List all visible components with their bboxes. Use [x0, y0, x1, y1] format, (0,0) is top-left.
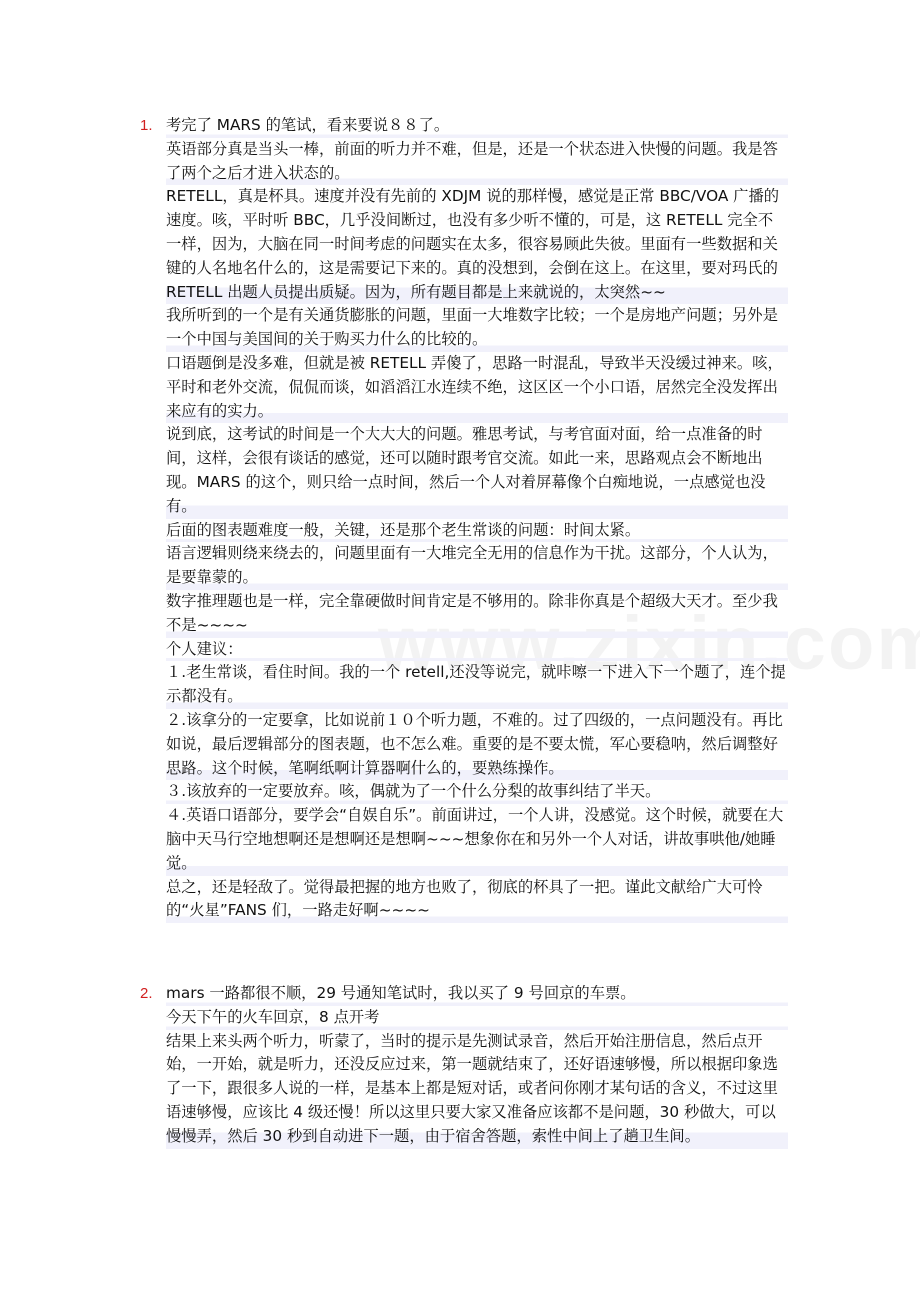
- paragraph: 说到底，这考试的时间是一个大大大的问题。雅思考试，与考官面对面，给一点准备的时间，这样，会很有谈话的感觉，还可以随时跟考官交流。如此一来，思路观点会不断地出现。MARS 的这个，则只给一点时间，然后一个人对着屏幕像个白痴地说，一点感觉也没有。: [166, 423, 788, 518]
- paragraph: ４.英语口语部分，要学会“自娱自乐”。前面讲过，一个人讲，没感觉。这个时候，就要在大脑中天马行空地想啊还是想啊还是想啊~~~想象你在和另外一个人对话，讲故事哄他/她睡觉。: [166, 804, 788, 875]
- paragraph: 结果上来头两个听力，听蒙了，当时的提示是先测试录音，然后开始注册信息，然后点开始，一开始，就是听力，还没反应过来，第一题就结束了，还好语速够慢，所以根据印象选了一下，跟很多人说的一样，是基本上都是短对话，或者问你刚才某句话的含义，不过这里语速够慢，应该比 4 级还慢！所以这里只要大家又准备应该都不是问题，30 秒做大，可以慢慢弄，然后 30 秒到自动进下一题，由于宿舍答题，索性中间上了趟卫生间。: [166, 1030, 788, 1149]
- paragraph: 语言逻辑则绕来绕去的，问题里面有一大堆完全无用的信息作为干扰。这部分，个人认为，是要靠蒙的。: [166, 542, 788, 590]
- list-item-1: [140, 114, 790, 923]
- paragraph: ２.该拿分的一定要拿，比如说前１０个听力题，不难的。过了四级的，一点问题没有。再比如说，最后逻辑部分的图表题，也不怎么难。重要的是不要太慌，军心要稳呐，然后调整好思路。这个时候，笔啊纸啊计算器啊什么的，要熟练操作。: [166, 709, 788, 780]
- paragraph: 口语题倒是没多难，但就是被 RETELL 弄傻了，思路一时混乱，导致半天没缓过神来。咳，平时和老外交流，侃侃而谈，如滔滔江水连续不绝，这区区一个小口语，居然完全没发挥出来应有的实力。: [166, 352, 788, 423]
- paragraph: 我所听到的一个是有关通货膨胀的问题，里面一大堆数字比较；一个是房地产问题；另外是一个中国与美国间的关于购买力什么的比较的。: [166, 304, 788, 352]
- paragraph: １.老生常谈，看住时间。我的一个 retell,还没等说完，就咔嚓一下进入下一个题了，连个提示都没有。: [166, 661, 788, 709]
- list-item-body: [166, 982, 788, 1149]
- paragraph: mars 一路都很不顺，29 号通知笔试时，我以买了 9 号回京的车票。: [166, 982, 788, 1006]
- paragraph: 英语部分真是当头一棒，前面的听力并不难，但是，还是一个状态进入快慢的问题。我是答了两个之后才进入状态的。: [166, 138, 788, 186]
- list-item-body: [166, 114, 788, 923]
- paragraph: ３.该放弃的一定要放弃。咳，偶就为了一个什么分梨的故事纠结了半天。: [166, 780, 788, 804]
- paragraph: 考完了 MARS 的笔试，看来要说８８了。: [166, 114, 788, 138]
- list-item-2: [140, 982, 790, 1149]
- paragraph: 后面的图表题难度一般，关键，还是那个老生常谈的问题：时间太紧。: [166, 519, 788, 543]
- list-number: 1.: [140, 117, 153, 134]
- paragraph: 今天下午的火车回京，8 点开考: [166, 1006, 788, 1030]
- paragraph: RETELL，真是杯具。速度并没有先前的 XDJM 说的那样慢，感觉是正常 BBC/VOA 广播的速度。咳，平时听 BBC，几乎没间断过，也没有多少听不懂的，可是，这 RETELL 完全不一样，因为，大脑在同一时间考虑的问题实在太多，很容易顾此失彼。里面有一些数据和关键的人名地名什么的，这是需要记下来的。真的没想到，会倒在这上。在这里，要对玛氏的 RETELL 出题人员提出质疑。因为，所有题目都是上来就说的，太突然~~: [166, 185, 788, 304]
- paragraph: 个人建议：: [166, 638, 788, 662]
- paragraph: 数字推理题也是一样，完全靠硬做时间肯定是不够用的。除非你真是个超级大天才。至少我不是~~~~: [166, 590, 788, 638]
- list-number: 2.: [140, 985, 153, 1002]
- paragraph: 总之，还是轻敌了。觉得最把握的地方也败了，彻底的杯具了一把。谨此文献给广大可怜的“火星”FANS 们，一路走好啊~~~~: [166, 876, 788, 924]
